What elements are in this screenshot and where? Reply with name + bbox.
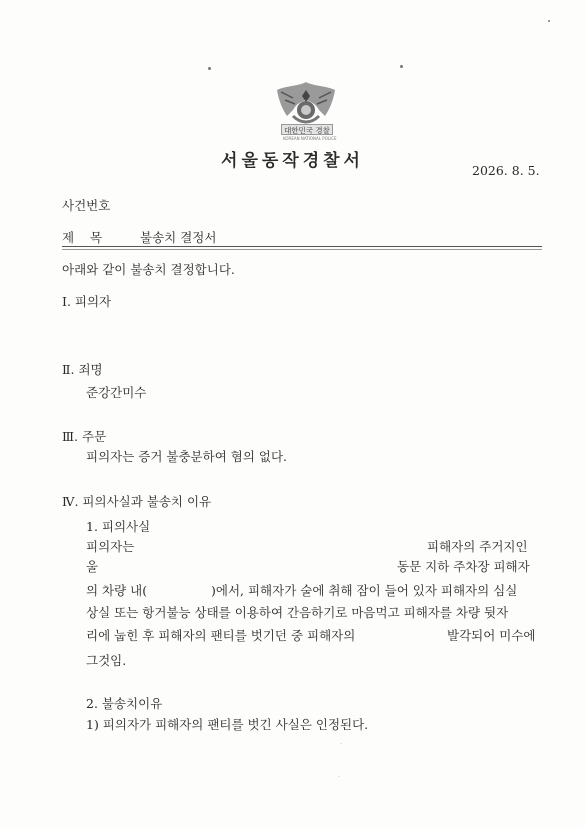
scan-speck: ·: [340, 740, 343, 748]
header-divider: [62, 249, 542, 250]
emblem-label: 대한민국 경찰: [281, 124, 333, 135]
facts-line: )에서, 피해자가 술에 취해 잠이 들어 있자 피해자의 심실: [211, 583, 518, 598]
facts-line: 상실 또는 항거불능 상태를 이용하여 간음하기로 마음먹고 피해자를 차량 뒷자: [86, 605, 509, 620]
intro-text: 아래와 같이 불송치 결정합니다.: [62, 262, 235, 277]
facts-line: 동문 지하 주차장 피해자: [397, 559, 530, 574]
subject-value: 불송치 결정서: [140, 230, 217, 245]
section-facts-heading: Ⅳ. 피의사실과 불송치 이유: [62, 494, 212, 509]
office-title: 서울동작경찰서: [221, 151, 364, 171]
section-crime-heading: Ⅱ. 죄명: [62, 362, 103, 377]
crime-name: 준강간미수: [86, 385, 147, 400]
header-divider: [62, 246, 542, 247]
facts-subheading: 1. 피의사실: [86, 519, 151, 534]
order-text: 피의자는 증거 불충분하여 혐의 없다.: [86, 449, 287, 464]
scan-speck: ·: [338, 773, 341, 781]
facts-line: 의 차량 내(: [86, 583, 148, 598]
section-order-heading: Ⅲ. 주문: [62, 429, 107, 444]
facts-line: 발각되어 미수에: [447, 628, 536, 643]
scan-speck: [208, 67, 211, 70]
emblem-sublabel: KOREAN NATIONAL POLICE: [283, 136, 337, 141]
document-date: 2026. 8. 5.: [472, 163, 540, 178]
subject-label: 제 목: [62, 230, 103, 245]
facts-line: 리에 눕힌 후 피해자의 팬티를 벗기던 중 피해자의: [86, 628, 356, 643]
facts-line: 울: [86, 559, 99, 574]
reason-subheading: 2. 불송치이유: [86, 696, 163, 711]
scan-speck: [400, 65, 403, 68]
scan-speck: [548, 20, 550, 22]
facts-line: 그것임.: [86, 653, 127, 668]
facts-line: 피의자는: [86, 539, 135, 554]
case-number-label: 사건번호: [62, 198, 111, 213]
facts-line: 피해자의 주거지인: [427, 539, 528, 554]
section-suspect-heading: Ⅰ. 피의자: [62, 294, 112, 309]
reason-item: 1) 피의자가 피해자의 팬티를 벗긴 사실은 인정된다.: [86, 717, 369, 732]
